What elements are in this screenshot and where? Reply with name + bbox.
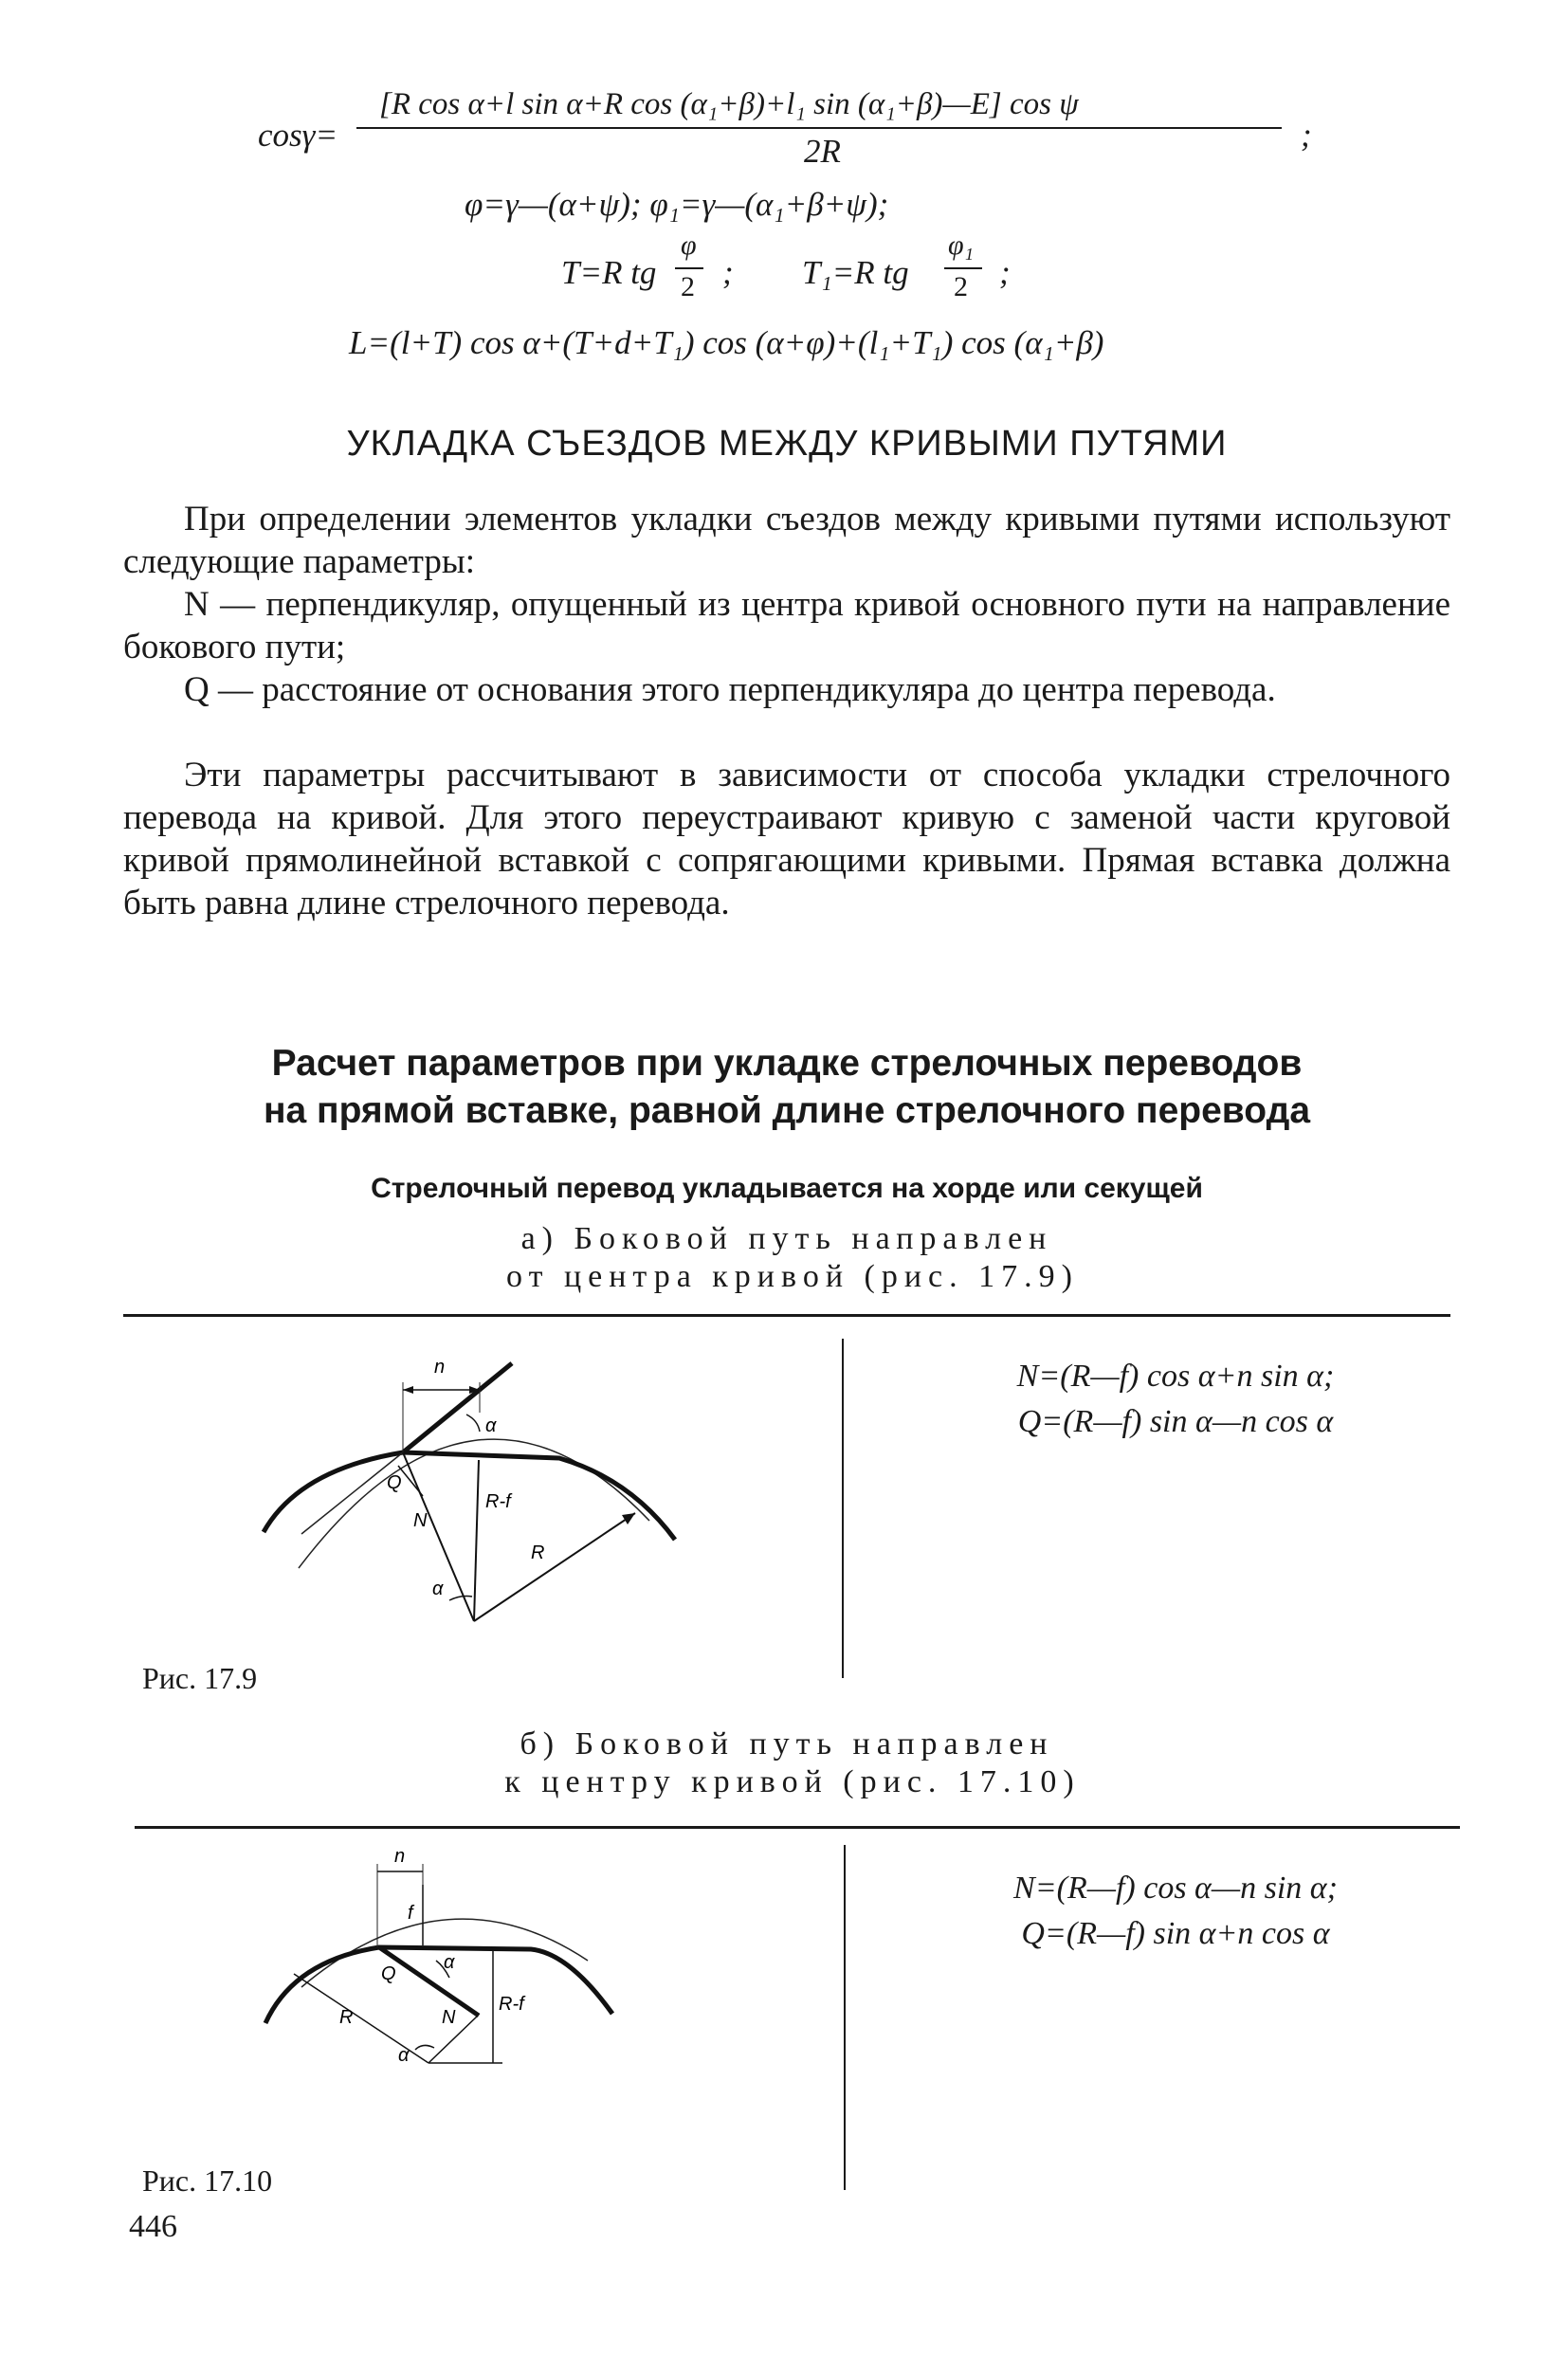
case-a-heading-line2: от центра кривой (рис. 17.9) (506, 1259, 1079, 1294)
case-b-heading-line1: б) Боковой путь направлен (520, 1726, 1054, 1761)
subsection-title-line1: Расчет параметров при укладке стрелочных переводов (271, 1043, 1303, 1084)
t-formula-den: 2 (681, 271, 695, 302)
t-formula-lhs: T=R tg (561, 254, 657, 291)
alpha-arc-bottom (415, 2045, 434, 2050)
label-n: n (434, 1357, 446, 1378)
t-formula-sep: ; (722, 254, 734, 291)
label-alpha-top: α (485, 1415, 497, 1436)
case-a-formula-n: N=(R—f) cos α+n sin α; (1016, 1359, 1335, 1394)
t1-formula-den: 2 (954, 271, 968, 302)
case-a-heading (123, 1220, 1450, 1296)
case-b-formula-q: Q=(R—f) sin α+n cos α (1021, 1916, 1330, 1951)
case-a-formulas (910, 1354, 1441, 1445)
figure-17-10 (256, 1847, 635, 2084)
alpha-arc-top (466, 1415, 480, 1432)
label-n-perp: N (413, 1510, 428, 1531)
paragraph-n-definition: N — перпендикуляр, опущенный из центра кривой основного пути на направление бокового пути; (123, 585, 1450, 666)
label-alpha-bottom: α (432, 1579, 444, 1599)
fraction-bar (356, 127, 1282, 129)
case-b-heading (123, 1725, 1450, 1801)
page-number: 446 (129, 2209, 177, 2244)
t1-formula-num: φ₁ (948, 229, 975, 261)
l-formula: L=(l+T) cos α+(T+d+T₁) cos (α+φ)+(l₁+T₁) cos (α₁+β) (349, 324, 1104, 361)
case-b-heading-line2: к центру кривой (рис. 17.10) (504, 1764, 1081, 1799)
cos-gamma-denominator: 2R (804, 133, 841, 170)
label-q: Q (387, 1472, 402, 1493)
label-r: R (339, 2007, 354, 2028)
figure-17-9-caption: Рис. 17.9 (142, 1661, 258, 1695)
label-alpha-bottom: α (398, 2045, 410, 2066)
t1-formula-end: ; (999, 254, 1011, 291)
figure-17-10-caption: Рис. 17.10 (142, 2163, 273, 2198)
subsection-title-line2: на прямой вставке, равной длине стрелочного перевода (263, 1090, 1311, 1131)
label-q: Q (381, 1963, 396, 1984)
radius-line (474, 1513, 635, 1621)
cos-gamma-numerator: [R cos α+l sin α+R cos (α₁+β)+l₁ sin (α₁+β)—E] cos ψ (379, 87, 1079, 121)
cos-gamma-lhs: cosγ= (258, 117, 338, 154)
radius-arrowhead (622, 1513, 635, 1524)
subsection-subtitle: Стрелочный перевод укладывается на хорде или секущей (371, 1173, 1203, 1204)
line-r-minus-f (474, 1460, 479, 1621)
label-n-perp: N (442, 2007, 456, 2028)
label-alpha-mid: α (444, 1952, 455, 1973)
case-b-formula-n: N=(R—f) cos α—n sin α; (1013, 1871, 1338, 1906)
subsection-title (123, 1040, 1450, 1135)
fraction-bar (675, 267, 703, 269)
paragraph-method: Эти параметры рассчитывают в зависимости от способа укладки стрелочного перевода на кривой. Для этого переустраивают кривую с заменой части круговой кривой прямолинейной вставкой с сопрягающими кривыми. Прямая вставка должна быть равна длине стрелочного перевода. (123, 756, 1450, 922)
label-n: n (394, 1847, 406, 1867)
case-b-formulas (910, 1866, 1441, 1957)
n-arrow-left (403, 1386, 413, 1394)
phi-formula: φ=γ—(α+ψ); φ₁=γ—(α₁+β+ψ); (465, 186, 889, 223)
cos-gamma-end: ; (1301, 117, 1312, 154)
figure-17-9 (246, 1346, 702, 1631)
paragraph-intro: При определении элементов укладки съездов между кривыми путями используют следующие параметры: (123, 500, 1450, 581)
column-divider-a (842, 1339, 844, 1678)
label-f: f (408, 1903, 413, 1924)
main-track (265, 1947, 612, 2023)
base-curve-arc (299, 1439, 649, 1568)
label-r-minus-f: R-f (485, 1491, 511, 1512)
section-heading: УКЛАДКА СЪЕЗДОВ МЕЖДУ КРИВЫМИ ПУТЯМИ (346, 424, 1228, 464)
label-r: R (531, 1542, 545, 1563)
rule-case-b (135, 1826, 1460, 1829)
case-a-formula-q: Q=(R—f) sin α—n cos α (1017, 1404, 1334, 1439)
case-a-heading-line1: а) Боковой путь направлен (520, 1221, 1053, 1256)
column-divider-b (844, 1845, 846, 2190)
paragraph-q-definition: Q — расстояние от основания этого перпендикуляра до центра перевода. (184, 670, 1276, 709)
alpha-arc-bottom (449, 1597, 472, 1601)
fraction-bar (944, 267, 982, 269)
t-formula-num: φ (681, 229, 697, 261)
rule-case-a (123, 1314, 1450, 1317)
main-track (264, 1452, 675, 1540)
label-r-minus-f: R-f (499, 1994, 524, 2015)
t1-formula-lhs: T₁=R tg (802, 254, 909, 291)
